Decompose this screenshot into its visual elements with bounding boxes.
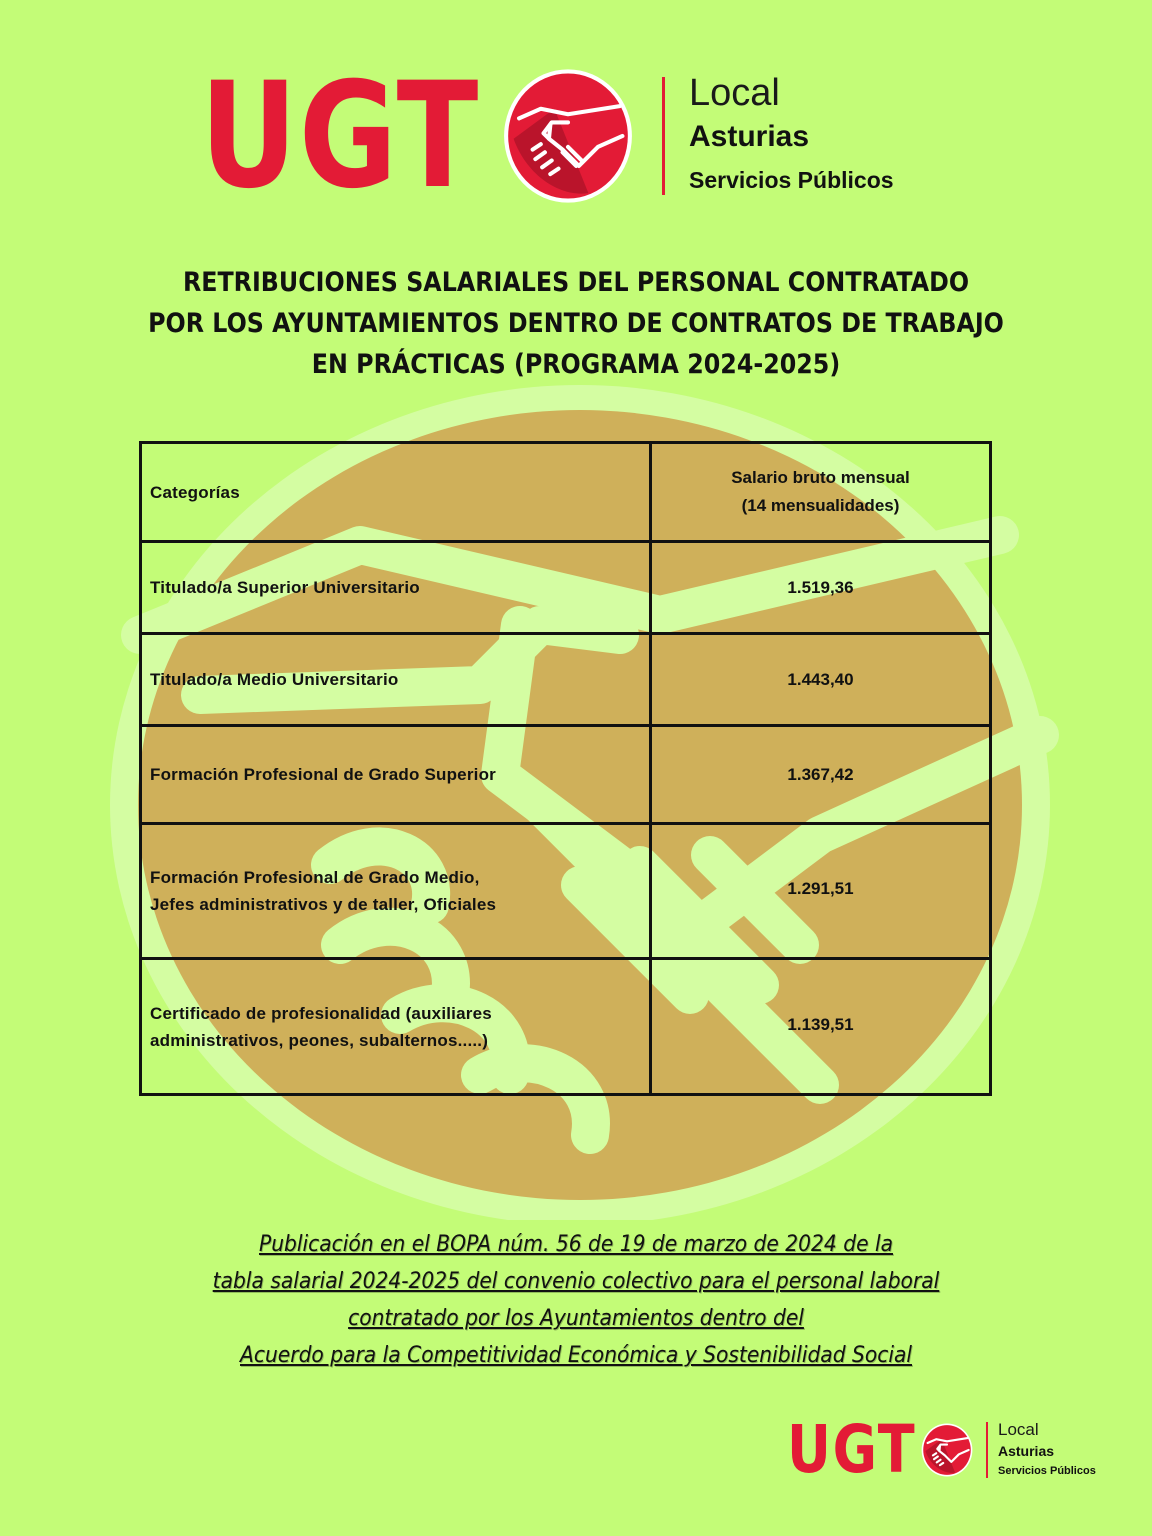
table-row — [141, 824, 991, 959]
logo-divider — [662, 77, 665, 195]
salary-cell: 1.519,36 — [651, 542, 991, 634]
table-row — [141, 726, 991, 824]
footnote-line: Acuerdo para la Competitividad Económica y Sostenibilidad Social — [239, 1343, 913, 1368]
header-category: Categorías — [141, 443, 651, 542]
title-line: POR LOS AYUNTAMIENTOS DENTRO DE CONTRATOS DE TRABAJO — [148, 308, 1004, 339]
ugt-wordmark: UGT — [200, 51, 480, 221]
logo-local-label: Local — [689, 72, 780, 114]
category-cell: Certificado de profesionalidad (auxiliares administrativos, peones, subalternos.....) — [141, 959, 651, 1095]
salary-cell: 1.367,42 — [651, 726, 991, 824]
table-row — [141, 634, 991, 726]
page-title — [69, 262, 1083, 385]
logo-region-label: Asturias — [998, 1443, 1055, 1459]
category-cell: Formación Profesional de Grado Superior — [141, 726, 651, 824]
footnote-line: tabla salarial 2024-2025 del convenio colectivo para el personal laboral — [212, 1269, 940, 1294]
category-cell: Formación Profesional de Grado Medio, Jefes administrativos y de taller, Oficiales — [141, 824, 651, 959]
table-header-row — [141, 443, 991, 542]
logo-sector-label: Servicios Públicos — [998, 1465, 1096, 1477]
ugt-wordmark: UGT — [787, 1411, 917, 1488]
handshake-icon — [920, 1423, 974, 1477]
header-logo — [200, 51, 894, 221]
title-line: RETRIBUCIONES SALARIALES DEL PERSONAL CONTRATADO — [182, 267, 970, 298]
logo-divider — [986, 1422, 988, 1478]
table-row — [141, 542, 991, 634]
table-row — [141, 959, 991, 1095]
category-cell: Titulado/a Superior Universitario — [141, 542, 651, 634]
logo-region-label: Asturias — [689, 120, 810, 153]
salary-table — [139, 441, 992, 1096]
footnote-line: contratado por los Ayuntamientos dentro del — [348, 1306, 804, 1331]
category-cell: Titulado/a Medio Universitario — [141, 634, 651, 726]
salary-cell: 1.291,51 — [651, 824, 991, 959]
handshake-icon — [500, 68, 636, 204]
source-footnote — [46, 1226, 1106, 1374]
footnote-line: Publicación en el BOPA núm. 56 de 19 de marzo de 2024 de la — [259, 1232, 893, 1257]
logo-sector-label: Servicios Públicos — [689, 167, 894, 193]
salary-cell: 1.443,40 — [651, 634, 991, 726]
salary-cell: 1.139,51 — [651, 959, 991, 1095]
footer-logo — [787, 1411, 1096, 1488]
logo-local-label: Local — [998, 1420, 1039, 1439]
title-line: EN PRÁCTICAS (PROGRAMA 2024-2025) — [311, 349, 841, 380]
header-salary: Salario bruto mensual (14 mensualidades) — [651, 443, 991, 542]
